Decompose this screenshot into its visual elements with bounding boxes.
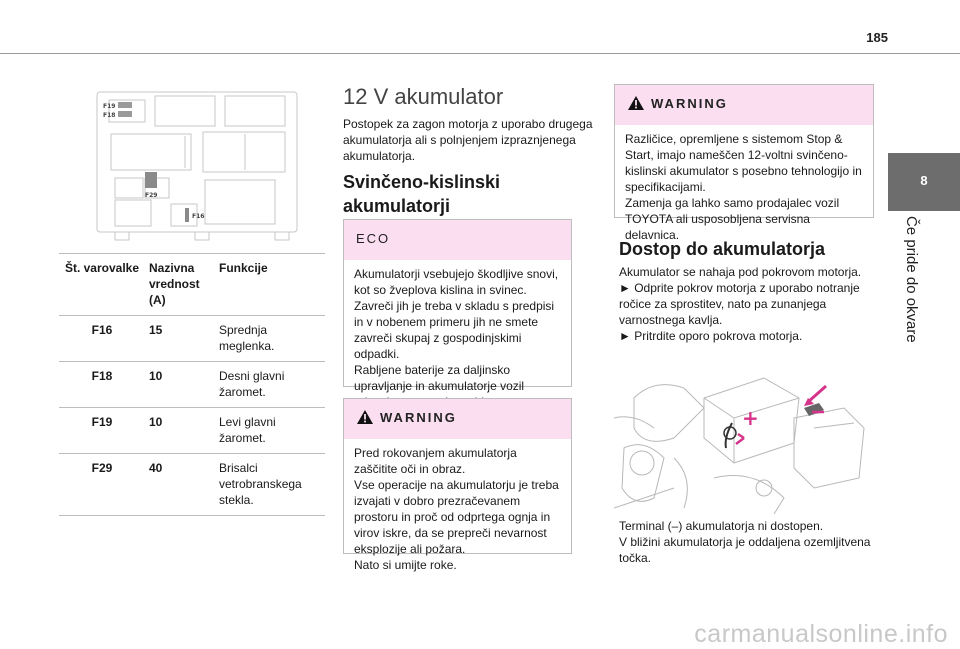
fuse-label-f18: F18 <box>103 112 116 119</box>
fuse-rating: 15 <box>145 316 215 362</box>
access-heading: Dostop do akumulatorja <box>619 239 826 259</box>
col-rating: Nazivna vrednost (A) <box>145 254 215 316</box>
eco-callout <box>343 219 572 393</box>
warning-title: WARNING <box>651 96 728 111</box>
warning-callout-1 <box>343 398 572 572</box>
col-functions: Funkcije <box>215 254 325 316</box>
fuse-box-diagram <box>85 84 325 244</box>
chapter-number: 8 <box>920 173 928 188</box>
eco-callout-header <box>344 220 571 260</box>
fuse-number: F18 <box>59 362 145 408</box>
fuse-number: F29 <box>59 454 145 516</box>
warning-text: Pred rokovanjem akumulatorja zaščitite oči in obraz. Vse operacije na akumulatorju je treba izvajati v dobro prezračevanem prostoru in proč od odprtega ognja in virov iskre, da se prepreči nevarnost eksplozije ali požara. Nato si umijte roke. <box>354 446 559 572</box>
section-title: 12 V akumulator <box>343 84 504 109</box>
fuse-label-f29: F29 <box>145 192 158 199</box>
warning-callout-header <box>615 85 873 125</box>
header-rule <box>0 53 960 54</box>
access-text: Akumulator se nahaja pod pokrovom motorja. ► Odprite pokrov motorja z uporabo notranje ročice za sprostitev, nato pa zunanjega varnostnega kavlja. ► Pritrdite oporo pokrova motorja. <box>619 265 862 343</box>
fuse-number: F16 <box>59 316 145 362</box>
fuse-function: Brisalci vetrobranskega stekla. <box>215 454 325 516</box>
intro-text: Postopek za zagon motorja z uporabo drugega akumulatorja ali s polnjenjem izpraznjenega akumulatorja. <box>343 117 593 163</box>
page-number: 185 <box>866 30 888 45</box>
warning-title: WARNING <box>380 410 457 425</box>
eco-title: ECO <box>356 231 391 246</box>
warning-icon <box>356 409 374 425</box>
fuse-number: F19 <box>59 408 145 454</box>
illustration-caption: Terminal (–) akumulatorja ni dostopen. V bližini akumulatorja je oddaljena ozemljitvena točka. <box>619 519 871 565</box>
table-header-row <box>59 254 325 316</box>
fuse-function: Sprednja meglenka. <box>215 316 325 362</box>
fuse-label-f19: F19 <box>103 103 116 110</box>
warning-icon <box>627 95 645 111</box>
fuse-function: Levi glavni žaromet. <box>215 408 325 454</box>
watermark: carmanualsonline.info <box>694 620 948 648</box>
fuse-rating: 10 <box>145 408 215 454</box>
engine-bay-illustration <box>614 368 872 514</box>
col-fuse-number: Št. varovalke <box>59 254 145 316</box>
arrow-plus <box>736 434 744 444</box>
warning-text: Različice, opremljene s sistemom Stop & Start, imajo nameščen 12-voltni svinčeno-kislinski akumulator s posebno tehnologijo in specifikacijami. Zamenja ga lahko samo prodajalec vozil TOYOTA ali usposobljena servisna delavnica. <box>625 132 862 242</box>
table-row <box>59 408 325 454</box>
fuse-function: Desni glavni žaromet. <box>215 362 325 408</box>
arrow-minus <box>808 386 826 402</box>
fuse-label-f16: F16 <box>192 213 205 220</box>
fuse-rating: 40 <box>145 454 215 516</box>
table-row <box>59 362 325 408</box>
lead-acid-heading: Svinčeno-kislinski akumulatorji <box>343 172 501 216</box>
plus-symbol: + <box>742 406 759 430</box>
chapter-tab[interactable] <box>888 153 960 211</box>
eco-text: Akumulatorji vsebujejo škodljive snovi, kot so žveplova kislina in svinec. Zavreči jih je treba v skladu s predpisi in v nobenem primeru jih ne smete zavreči skupaj z gospodinjskimi odpadki. Rabljene baterije za daljinsko upravljanje in akumulatorje vozil <box>354 267 559 393</box>
fuse-table <box>59 253 325 516</box>
warning-callout-header <box>344 399 571 439</box>
table-row <box>59 316 325 362</box>
warning-callout-2 <box>614 84 874 242</box>
table-row <box>59 454 325 516</box>
chapter-title: Če pride do okvare <box>903 216 920 343</box>
fuse-rating: 10 <box>145 362 215 408</box>
